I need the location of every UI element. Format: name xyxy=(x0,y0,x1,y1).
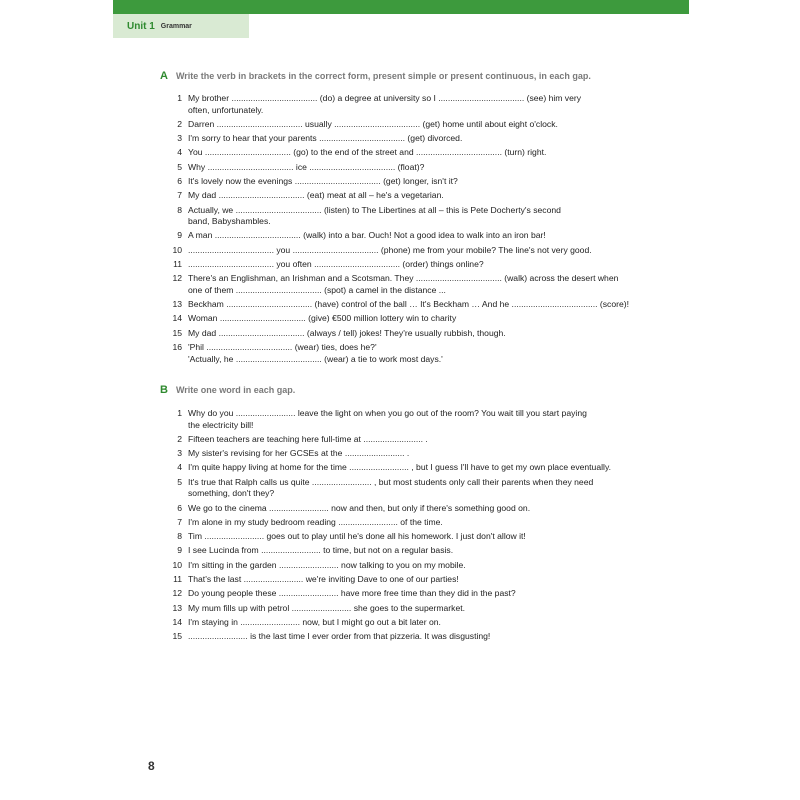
item-line: band, Babyshambles. xyxy=(188,216,271,227)
item-line: I'm alone in my study bedroom reading ......................... of the time. xyxy=(188,516,443,527)
section-label: Grammar xyxy=(160,22,192,30)
item-text xyxy=(188,574,648,586)
item-line: I'm staying in ......................... now, but I might go out a bit later on. xyxy=(188,616,441,627)
item-line: Woman .................................... (give) €500 million lottery win to charity xyxy=(188,313,457,324)
item-line: There's an Englishman, an Irishman and a Scotsman. They .................................... (walk) across the desert when xyxy=(188,273,619,284)
item-line: Actually, we .................................... (listen) to The Libertines at all – this is Pete Docherty's second xyxy=(188,204,561,215)
exercise-b-heading xyxy=(160,384,295,396)
item-number: 9 xyxy=(177,230,182,241)
item-number: 12 xyxy=(172,273,182,284)
item-text xyxy=(188,517,648,529)
item-text xyxy=(188,133,648,145)
item-number: 2 xyxy=(177,433,182,444)
item-number: 7 xyxy=(177,190,182,201)
item-line: It's true that Ralph calls us quite ......................... , but most students only call their parents when they need xyxy=(188,476,594,487)
item-line: My mum fills up with petrol ......................... she goes to the supermarket. xyxy=(188,602,466,613)
item-text xyxy=(188,531,648,543)
item-text xyxy=(188,462,648,474)
item-text xyxy=(188,176,648,188)
item-number: 13 xyxy=(172,299,182,310)
item-line: Tim ......................... goes out to play until he's done all his homework. I just don't allow it! xyxy=(188,531,526,542)
item-text xyxy=(188,477,648,500)
unit-label: Unit 1 xyxy=(127,20,155,32)
item-text xyxy=(188,230,648,242)
item-text xyxy=(188,245,648,257)
item-text xyxy=(188,434,648,446)
item-text xyxy=(188,560,648,572)
item-text xyxy=(188,205,648,228)
item-number: 16 xyxy=(172,342,182,352)
item-text xyxy=(188,545,648,557)
item-line: Beckham .................................... (have) control of the ball … It's Beckham … And he .................................... (score)! xyxy=(188,299,630,310)
item-number: 10 xyxy=(172,559,182,570)
item-line: My sister's revising for her GCSEs at the ......................... . xyxy=(188,448,410,459)
item-line: one of them .................................... (spot) a camel in the distance ... xyxy=(188,284,446,295)
item-number: 1 xyxy=(177,408,182,418)
item-text xyxy=(188,147,648,159)
item-line: Fifteen teachers are teaching here full-time at ......................... . xyxy=(188,433,428,444)
item-line: My brother .................................... (do) a degree at university so I .................................... (see) him very xyxy=(188,93,582,103)
item-line: 'Actually, he .................................... (wear) a tie to work most days.' xyxy=(188,353,443,364)
item-number: 11 xyxy=(173,259,182,269)
item-text xyxy=(188,190,648,202)
item-text xyxy=(188,299,648,311)
item-text xyxy=(188,93,648,116)
item-number: 14 xyxy=(172,616,182,627)
page-number: 8 xyxy=(148,759,155,773)
item-text xyxy=(188,328,648,340)
item-number: 12 xyxy=(172,588,182,599)
exercise-a-letter: A xyxy=(160,70,168,82)
exercise-a-instruction: Write the verb in brackets in the correct form, present simple or present continuous, in each gap. xyxy=(175,71,591,81)
item-number: 3 xyxy=(177,133,182,144)
item-number: 14 xyxy=(172,313,182,324)
item-text xyxy=(188,617,648,629)
item-line: I see Lucinda from ......................... to time, but not on a regular basis. xyxy=(188,545,454,556)
item-line: I'm sorry to hear that your parents .................................... (get) divorced. xyxy=(188,133,463,144)
item-line: I'm quite happy living at home for the time ......................... , but I guess I'll have to get my own place eventually. xyxy=(188,462,611,473)
item-number: 6 xyxy=(177,176,182,186)
item-number: 15 xyxy=(172,327,182,338)
item-number: 5 xyxy=(177,476,182,487)
item-text xyxy=(188,342,648,365)
item-text xyxy=(188,503,648,515)
item-line: My dad .................................... (eat) meat at all – he's a vegetarian. xyxy=(188,190,444,201)
header-color-bar xyxy=(113,0,689,14)
item-number: 13 xyxy=(172,602,182,613)
unit-tab xyxy=(113,14,249,38)
item-text xyxy=(188,588,648,600)
exercise-b-letter: B xyxy=(160,384,168,396)
item-number: 7 xyxy=(177,516,182,527)
item-line: the electricity bill! xyxy=(188,419,254,430)
item-line: something, don't they? xyxy=(188,488,275,499)
item-line: .................................... you .................................... (phone) me from your mobile? The line's not very good. xyxy=(188,244,592,255)
item-text xyxy=(188,273,648,296)
item-number: 2 xyxy=(177,118,182,129)
item-line: That's the last ......................... we're inviting Dave to one of our parties! xyxy=(188,574,459,584)
item-text xyxy=(188,448,648,460)
item-line: ......................... is the last time I ever order from that pizzeria. It was disgusting! xyxy=(188,631,491,642)
item-text xyxy=(188,119,648,131)
exercise-b-instruction: Write one word in each gap. xyxy=(175,385,296,395)
item-line: My dad .................................... (always / tell) jokes! They're usually rubbish, though. xyxy=(188,327,506,338)
item-number: 8 xyxy=(177,204,182,215)
item-number: 6 xyxy=(177,502,182,513)
item-text xyxy=(188,313,648,325)
item-text xyxy=(188,408,648,431)
item-line: Darren .................................... usually .................................... (get) home until about eight o'clock. xyxy=(188,118,558,129)
item-line: .................................... you often .................................... (order) things online? xyxy=(188,259,484,269)
item-text xyxy=(188,631,648,643)
item-number: 1 xyxy=(177,93,182,103)
exercise-a-heading xyxy=(160,70,591,82)
item-line: A man .................................... (walk) into a bar. Ouch! Not a good idea to walk into an iron bar! xyxy=(188,230,546,241)
item-line: often, unfortunately. xyxy=(188,104,264,115)
item-line: We go to the cinema ......................... now and then, but only if there's something good on. xyxy=(188,502,531,513)
item-number: 4 xyxy=(177,462,182,473)
item-number: 3 xyxy=(177,448,182,459)
item-text xyxy=(188,259,648,271)
item-line: Why .................................... ice .................................... (float)? xyxy=(188,161,425,172)
item-number: 8 xyxy=(177,531,182,542)
item-line: I'm sitting in the garden ......................... now talking to you on my mobile. xyxy=(188,559,466,570)
item-line: Do young people these ......................... have more free time than they did in the past? xyxy=(188,588,516,599)
item-text xyxy=(188,603,648,615)
item-line: You .................................... (go) to the end of the street and .................................... (turn) right. xyxy=(188,147,547,158)
item-number: 4 xyxy=(177,147,182,158)
item-number: 11 xyxy=(173,574,182,584)
item-line: Why do you ......................... leave the light on when you go out of the room? You wait till you start paying xyxy=(188,408,587,418)
item-number: 5 xyxy=(177,161,182,172)
item-line: It's lovely now the evenings .................................... (get) longer, isn't it? xyxy=(188,176,458,186)
item-text xyxy=(188,162,648,174)
item-line: 'Phil .................................... (wear) ties, does he?' xyxy=(188,342,377,352)
item-number: 15 xyxy=(172,631,182,642)
item-number: 9 xyxy=(177,545,182,556)
item-number: 10 xyxy=(172,244,182,255)
